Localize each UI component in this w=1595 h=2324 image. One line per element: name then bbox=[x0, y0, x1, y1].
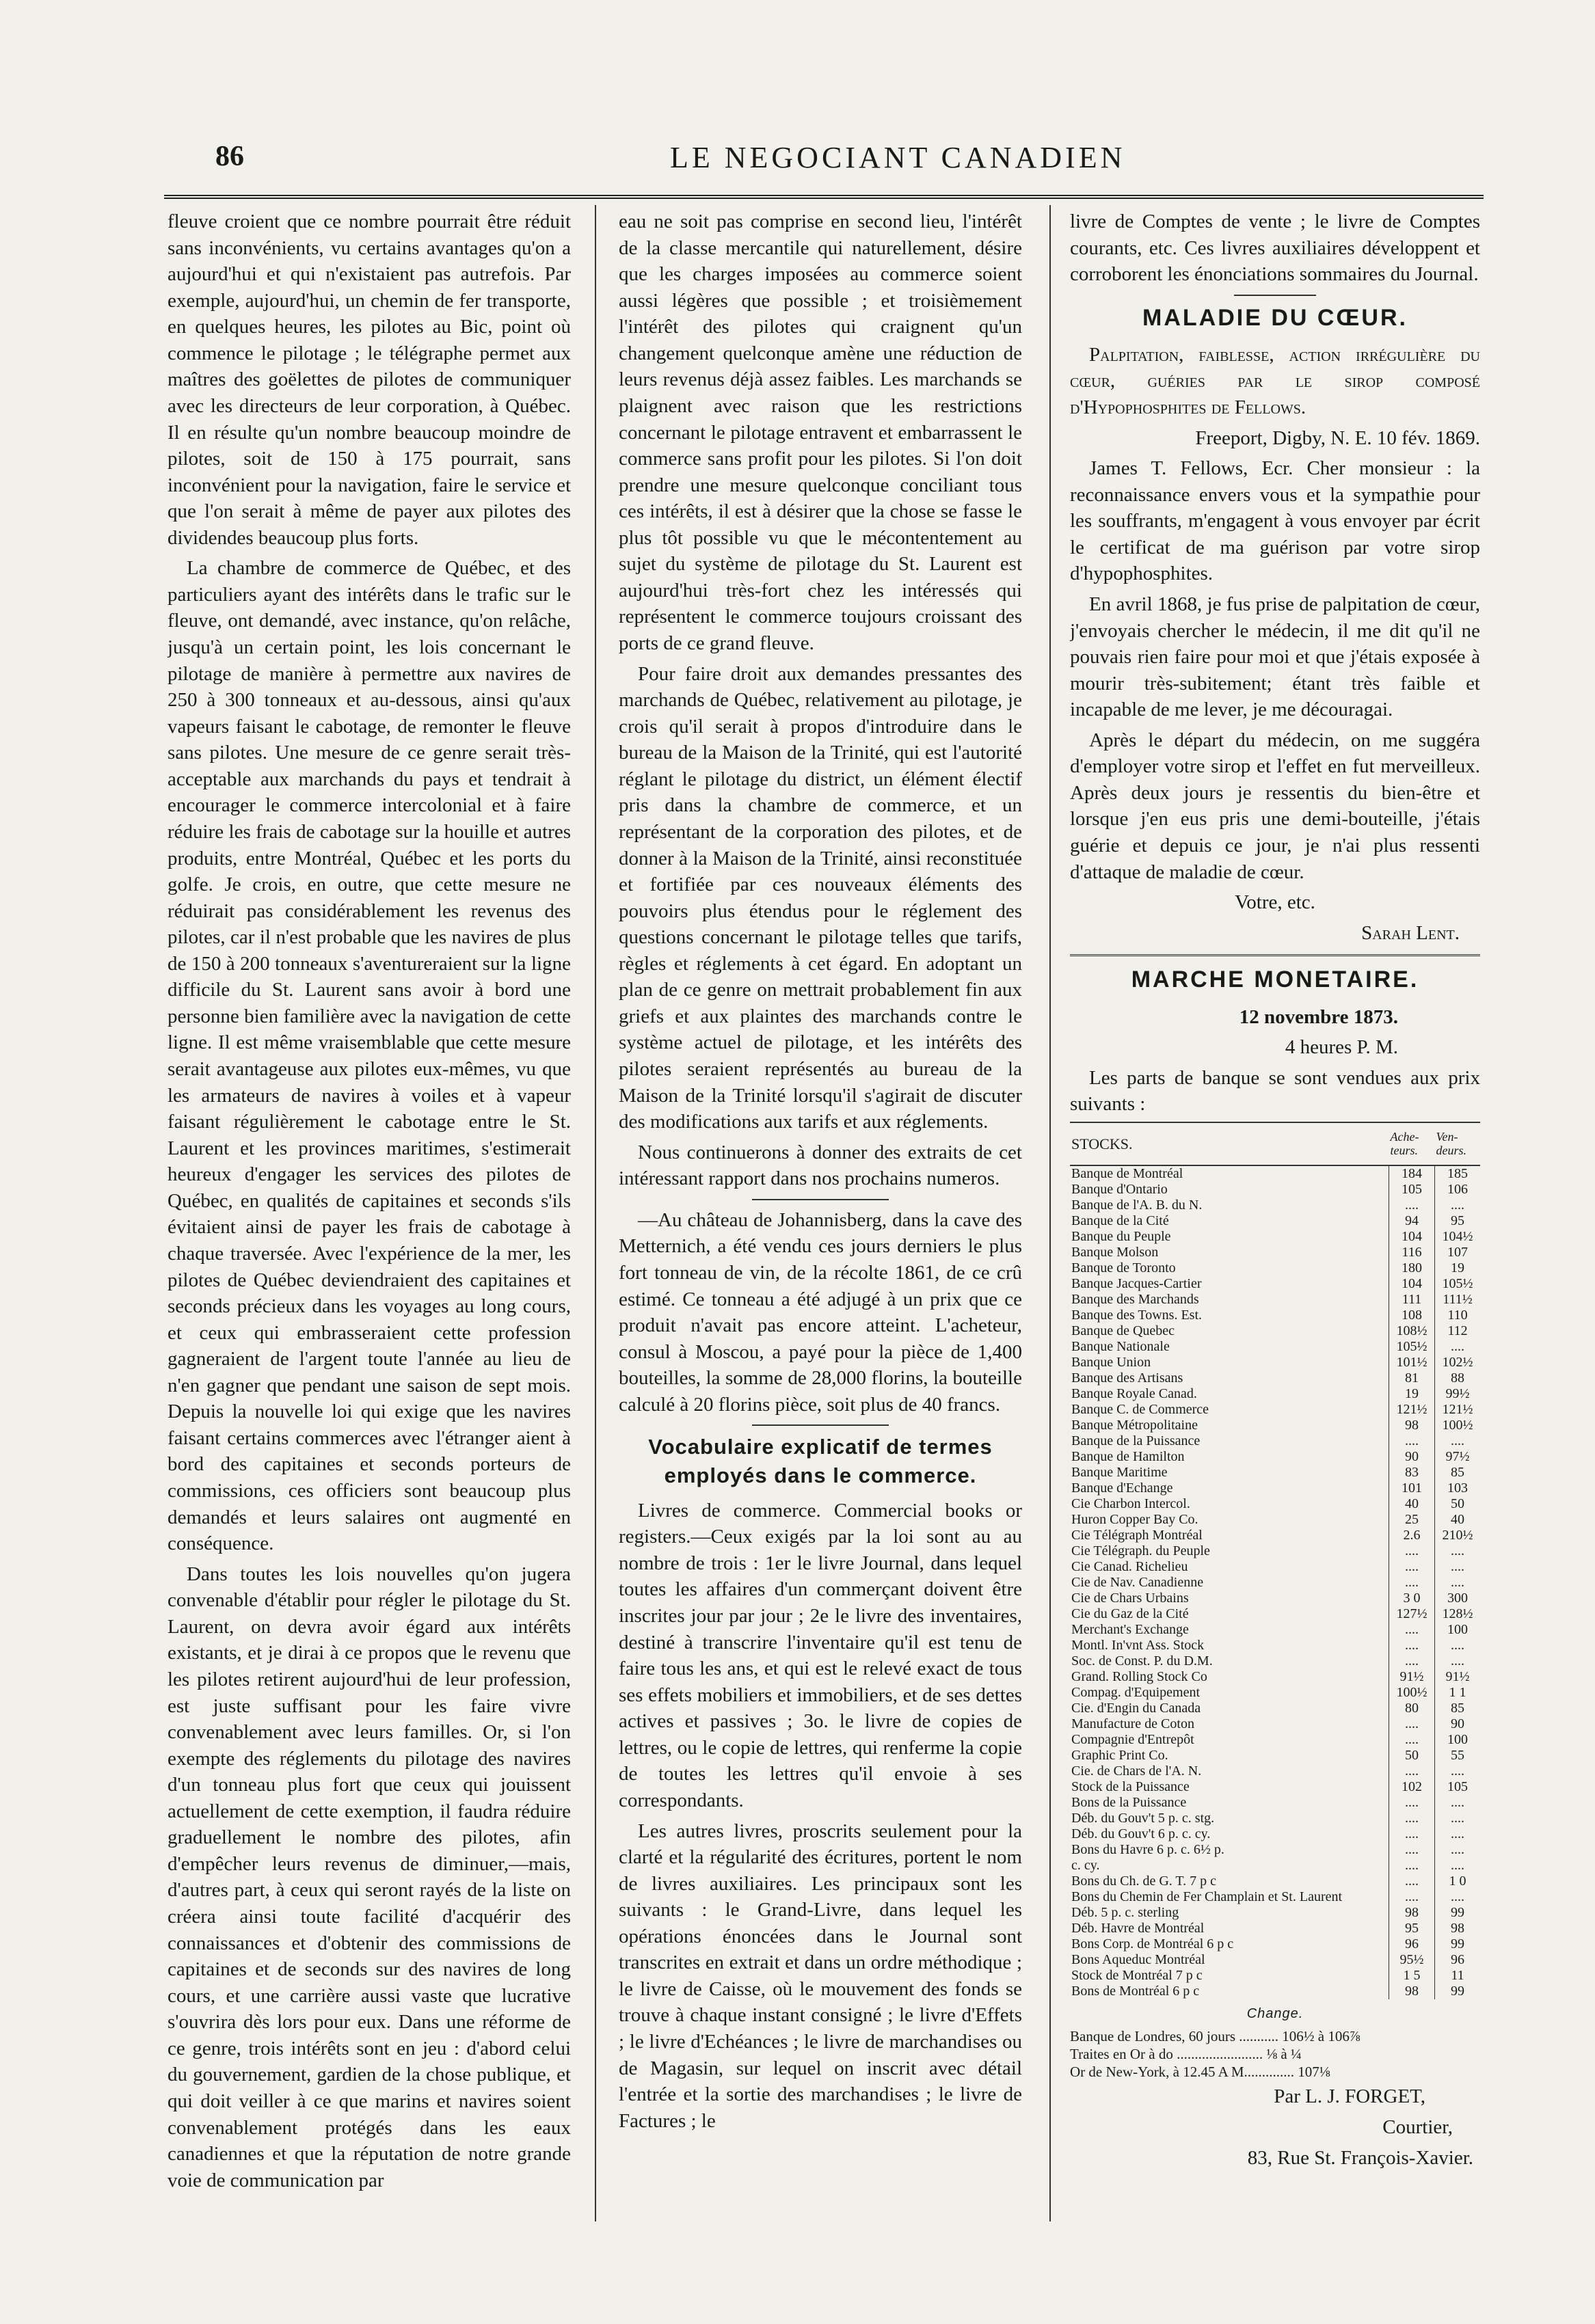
stock-sell: 55 bbox=[1435, 1748, 1481, 1764]
stocks-header-row bbox=[1070, 1122, 1480, 1165]
stock-row bbox=[1070, 1465, 1480, 1481]
stock-buy: .... bbox=[1389, 1842, 1435, 1858]
stock-row bbox=[1070, 1921, 1480, 1936]
stock-buy: .... bbox=[1389, 1826, 1435, 1842]
article-paragraph: Dans toutes les lois nouvelles qu'on jugera convenable d'établir pour régler le pilotage du St. Laurent, on devra avoir égard aux intérêts existants, et je dirai à ce propos que le revenu que les pilotes retirent aujourd'hui de leur profession, est juste suffisant pour les faire vivre convenablement avec leurs familles. Or, si l'on exempte des réglements du pilotage des navires d'un tonneau plus fort que ceux qui jouissent actuellement de cette exemption, il faudra réduire graduellement le nombre des pilotes, afin d'empêcher leurs revenus de diminuer,—mais, d'autres part, à ceux qui seront rayés de la liste on créera ainsi toute facilité d'acquérir des connaissances et d'obtenir des commissions de capitaines et de seconds sur des navires de long cours, et une carrière aussi vaste que lucrative s'ouvrira dès lors pour eux. Dans une réforme de ce genre, trois intérêts sont en jeu : d'abord celui du gouvernement, gardien de la chose publique, et qui doit veiller à ce que marins et navires soient convenablement protégés dans les eaux canadiennes et que la réputation de notre grande voie de communication par bbox=[167, 1563, 571, 2191]
stock-sell: 100½ bbox=[1435, 1418, 1481, 1433]
stock-name: Banque de Quebec bbox=[1071, 1323, 1175, 1339]
stock-name: Banque Royale Canad. bbox=[1071, 1386, 1197, 1402]
stocks-table bbox=[1070, 1122, 1480, 1999]
stock-sell: .... bbox=[1435, 1795, 1481, 1811]
broker-address: 83, Rue St. François-Xavier. bbox=[1247, 2146, 1473, 2169]
stock-sell: 96 bbox=[1435, 1952, 1481, 1968]
stock-sell: 100 bbox=[1435, 1732, 1481, 1748]
stock-sell: 185 bbox=[1435, 1165, 1481, 1182]
stock-row bbox=[1070, 1276, 1480, 1292]
stock-name: Montl. In'vnt Ass. Stock bbox=[1071, 1638, 1205, 1653]
stock-sell: 112 bbox=[1435, 1323, 1481, 1339]
stock-row bbox=[1070, 1984, 1480, 1999]
stock-sell: 88 bbox=[1435, 1370, 1481, 1386]
stock-sell: 105 bbox=[1435, 1779, 1481, 1795]
stock-name: Cie Télégraph. du Peuple bbox=[1071, 1543, 1210, 1559]
stock-buy: 1 5 bbox=[1389, 1968, 1435, 1984]
exchange-line: Or de New-York, à 12.45 A M.............. 107⅛ bbox=[1070, 2064, 1330, 2081]
stock-row bbox=[1070, 1968, 1480, 1984]
stock-buy: .... bbox=[1389, 1889, 1435, 1905]
stock-row bbox=[1070, 1323, 1480, 1339]
stock-buy: 108 bbox=[1389, 1308, 1435, 1323]
stock-name: Banque Molson bbox=[1071, 1245, 1159, 1260]
stock-name: Compag. d'Equipement bbox=[1071, 1685, 1201, 1701]
stock-sell: 97½ bbox=[1435, 1449, 1481, 1465]
stock-name: Compagnie d'Entrepôt bbox=[1071, 1732, 1194, 1748]
stock-buy: .... bbox=[1389, 1575, 1435, 1591]
article-paragraph: fleuve croient que ce nombre pourrait être réduit sans inconvénients, vu certains avantages qu'on a aujourd'hui et qui n'existaient pas autrefois. Par exemple, aujourd'hui, un chemin de fer transporte, en quelques heures, les pilotes au Bic, point où commence le pilotage ; le télégraphe permet aux maîtres des goëlettes de pilotes de communiquer avec les directeurs de leur corporation, à Québec. Il en résulte qu'un nombre beaucoup moindre de pilotes, soit de 150 à 175 pourrait, sans inconvénient pour la navigation, faire le service et que l'on serait à même de payer aux pilotes des dividendes beaucoup plus forts. bbox=[167, 211, 571, 549]
stock-name: Banque de Toronto bbox=[1071, 1260, 1176, 1276]
stock-name: Banque Nationale bbox=[1071, 1339, 1170, 1355]
stock-buy: .... bbox=[1389, 1811, 1435, 1826]
stock-buy: 105½ bbox=[1389, 1339, 1435, 1355]
stock-sell: .... bbox=[1435, 1889, 1481, 1905]
column-2 bbox=[619, 208, 1022, 2218]
stock-buy: .... bbox=[1389, 1795, 1435, 1811]
stock-sell: 91½ bbox=[1435, 1669, 1481, 1685]
stock-buy: 184 bbox=[1389, 1165, 1435, 1182]
stock-sell: 300 bbox=[1435, 1591, 1481, 1606]
page-number: 86 bbox=[215, 141, 244, 172]
stock-row bbox=[1070, 1685, 1480, 1701]
stock-buy: 90 bbox=[1389, 1449, 1435, 1465]
stock-row bbox=[1070, 1575, 1480, 1591]
stock-sell: 128½ bbox=[1435, 1606, 1481, 1622]
stocks-body bbox=[1070, 1165, 1480, 1999]
stock-buy: 95½ bbox=[1389, 1952, 1435, 1968]
stock-sell: 110 bbox=[1435, 1308, 1481, 1323]
section-separator bbox=[1070, 295, 1480, 296]
stock-name: Banque Métropolitaine bbox=[1071, 1418, 1198, 1433]
stock-name: Banque Jacques-Cartier bbox=[1071, 1276, 1202, 1292]
stock-row bbox=[1070, 1386, 1480, 1402]
stock-sell: 40 bbox=[1435, 1512, 1481, 1528]
stock-row bbox=[1070, 1591, 1480, 1606]
stock-buy: 80 bbox=[1389, 1701, 1435, 1716]
stock-buy: 95 bbox=[1389, 1921, 1435, 1936]
stock-buy: .... bbox=[1389, 1653, 1435, 1669]
stock-sell: 19 bbox=[1435, 1260, 1481, 1276]
stock-buy: 102 bbox=[1389, 1779, 1435, 1795]
stock-row bbox=[1070, 1292, 1480, 1308]
stock-name: Soc. de Const. P. du D.M. bbox=[1071, 1653, 1213, 1669]
column-1 bbox=[167, 208, 571, 2218]
stock-sell: 1 0 bbox=[1435, 1874, 1481, 1889]
stock-row bbox=[1070, 1418, 1480, 1433]
exchange-line: Traites en Or à do ........................ ⅛ à ¼ bbox=[1070, 2045, 1302, 2062]
stock-buy: 108½ bbox=[1389, 1323, 1435, 1339]
stock-buy: 83 bbox=[1389, 1465, 1435, 1481]
stock-buy: 2.6 bbox=[1389, 1528, 1435, 1543]
stock-row bbox=[1070, 1748, 1480, 1764]
stock-row bbox=[1070, 1764, 1480, 1779]
article-paragraph: livre de Comptes de vente ; le livre de Comptes courants, etc. Ces livres auxiliaires développent et corroborent les énonciations sommaires du Journal. bbox=[1070, 211, 1480, 286]
column-3 bbox=[1070, 208, 1480, 2218]
stock-name: Stock de Montréal 7 p c bbox=[1071, 1968, 1203, 1984]
stock-sell: 99 bbox=[1435, 1905, 1481, 1921]
section-separator bbox=[619, 1199, 1022, 1200]
stock-name: Banque C. de Commerce bbox=[1071, 1402, 1209, 1418]
exchange-heading: Change. bbox=[1246, 2006, 1304, 2022]
stock-buy: 40 bbox=[1389, 1496, 1435, 1512]
section-rule bbox=[1070, 954, 1480, 956]
stock-sell: .... bbox=[1435, 1559, 1481, 1575]
stock-sell: 99½ bbox=[1435, 1386, 1481, 1402]
stock-sell: 102½ bbox=[1435, 1355, 1481, 1370]
stock-name: Bons du Ch. de G. T. 7 p c bbox=[1071, 1874, 1217, 1889]
stock-buy: 98 bbox=[1389, 1905, 1435, 1921]
stock-row bbox=[1070, 1653, 1480, 1669]
stock-buy: 101 bbox=[1389, 1481, 1435, 1496]
stock-sell: 99 bbox=[1435, 1984, 1481, 1999]
stock-buy: .... bbox=[1389, 1543, 1435, 1559]
stock-sell: .... bbox=[1435, 1198, 1481, 1213]
advert-paragraph: En avril 1868, je fus prise de palpitation de cœur, j'envoyais chercher le médecin, il me dit qu'il ne pouvais rien faire pour moi et que j'étais exposée à mourir très-subitement; étant très faible et incapable de me lever, je me découragai. bbox=[1070, 593, 1480, 721]
advert-place-date: Freeport, Digby, N. E. 10 fév. 1869. bbox=[1195, 427, 1480, 449]
stock-buy: 105 bbox=[1389, 1182, 1435, 1198]
stock-name: c. cy. bbox=[1071, 1858, 1100, 1874]
stock-name: Grand. Rolling Stock Co bbox=[1071, 1669, 1207, 1685]
stocks-col-name: STOCKS. bbox=[1070, 1122, 1389, 1165]
stock-row bbox=[1070, 1449, 1480, 1465]
stock-sell: 50 bbox=[1435, 1496, 1481, 1512]
stock-sell: 98 bbox=[1435, 1921, 1481, 1936]
vocabulary-paragraph: Livres de commerce. Commercial books or registers.—Ceux exigés par la loi sont au au nombre de trois : 1er le livre Journal, dans lequel toutes les affaires d'un commerçant doivent être inscrites jour par jour ; 2e le livre des inventaires, destiné à transcrire l'inventaire qu'il est tenu de faire tous les ans, et qui est le relevé exact de tous ses effets mobiliers et immobiliers, et de ses dettes actives et passives ; 3o. le livre de copies de lettres, ou le copie de lettres, qui renferme la copie de toutes les lettres qu'il envoie à ses correspondants. bbox=[619, 1499, 1022, 1811]
stock-name: Cie Canad. Richelieu bbox=[1071, 1559, 1188, 1575]
stock-buy: 116 bbox=[1389, 1245, 1435, 1260]
broker-role: Courtier, bbox=[1382, 2116, 1453, 2139]
stock-buy: 127½ bbox=[1389, 1606, 1435, 1622]
stock-name: Banque d'Ontario bbox=[1071, 1182, 1168, 1198]
stock-name: Bons Corp. de Montréal 6 p c bbox=[1071, 1936, 1234, 1952]
stock-row bbox=[1070, 1198, 1480, 1213]
stock-sell: 100 bbox=[1435, 1622, 1481, 1638]
stock-row bbox=[1070, 1826, 1480, 1842]
article-paragraph: Pour faire droit aux demandes pressantes des marchands de Québec, relativement au pilotage, je crois qu'il serait à propos d'introduire dans le bureau de la Maison de la Trinité, qui est l'autorité réglant le pilotage du district, un élément électif pris dans la chambre de commerce, et un représentant de la corporation des pilotes, et de donner à la Maison de la Trinité, ainsi reconstituée et fortifiée par ces nouveaux éléments des pouvoirs plus étendus pour le réglement des questions concernant le pilotage telles que tarifs, règles et réglements à cet égard. En adoptant un plan de ce genre on mettrait probablement fin aux griefs et aux plaintes des marchands contre le système actuel de pilotage, et les intérêts des pilotes seraient représentés au bureau de la Maison de la Trinité lorsqu'il s'agirait de discuter des modifications aux tarifs et aux réglements. bbox=[619, 662, 1022, 1133]
stock-sell: 111½ bbox=[1435, 1292, 1481, 1308]
stock-buy: .... bbox=[1389, 1732, 1435, 1748]
stock-row bbox=[1070, 1905, 1480, 1921]
stock-sell: .... bbox=[1435, 1858, 1481, 1874]
stock-name: Bons de la Puissance bbox=[1071, 1795, 1187, 1811]
news-paragraph: —Au château de Johannisberg, dans la cave des Metternich, a été vendu ces jours derniers le plus fort tonneau de vin, de la récolte 1861, de ce crû estimé. Ce tonneau a été adjugé à un prix que ce produit n'avait pas encore atteint. L'acheteur, consul à Moscou, a payé pour la pièce de 1,400 bouteilles, la somme de 28,000 florins, la bouteille calculé à 20 florins pièce, soit plus de 40 francs. bbox=[619, 1208, 1022, 1416]
stock-row bbox=[1070, 1229, 1480, 1245]
stock-row bbox=[1070, 1874, 1480, 1889]
heart-disease-heading: MALADIE DU CŒUR. bbox=[1142, 304, 1408, 331]
stock-row bbox=[1070, 1936, 1480, 1952]
stock-row bbox=[1070, 1543, 1480, 1559]
vocabulary-paragraph: Les autres livres, proscrits seulement pour la clarté et la régularité des écritures, portent le nom de livres auxiliaires. Les principaux sont les suivants : le Grand-Livre, dans lequel les opérations énoncées dans le Journal sont transcrites en extrait et dans un ordre méthodique ; le livre de Caisse, où le mouvement des fonds se trouve à chaque instant consigné ; le livre d'Effets ; le livre d'Echéances ; le livre de marchandises ou de Magasin, sur lequel on inscrit avec détail l'entrée et la sortie des marchandises ; le livre de Factures ; le bbox=[619, 1820, 1022, 2132]
stock-row bbox=[1070, 1355, 1480, 1370]
stock-buy: .... bbox=[1389, 1764, 1435, 1779]
exchange-list bbox=[1070, 2027, 1480, 2081]
stock-buy: 101½ bbox=[1389, 1355, 1435, 1370]
stock-name: Stock de la Puissance bbox=[1071, 1779, 1190, 1795]
stock-row bbox=[1070, 1732, 1480, 1748]
stock-buy: 180 bbox=[1389, 1260, 1435, 1276]
broker-signature: Par L. J. FORGET, bbox=[1274, 2085, 1425, 2108]
stock-row bbox=[1070, 1245, 1480, 1260]
stock-row bbox=[1070, 1811, 1480, 1826]
exchange-line: Banque de Londres, 60 jours ........... 106½ à 106⅞ bbox=[1070, 2027, 1361, 2044]
article-paragraph: La chambre de commerce de Québec, et des particuliers ayant des intérêts dans le trafic sur le fleuve, ont demandé, avec instance, qu'on relâche, jusqu'à un certain point, les lois concernant le pilotage de manière à permettre aux navires de 250 à 300 tonneaux et au-dessous, ainsi qu'aux vapeurs faisant le cabotage, de remonter le fleuve sans pilotes. Une mesure de ce genre serait très-acceptable aux marchands du pays et tendrait à encourager le commerce intercolonial et à faire réduire les frais de cabotage sur la houille et autres produits, entre Montréal, Québec et les ports du golfe. Je crois, en outre, que cette mesure ne réduirait pas considérablement les revenus des pilotes, car il n'est probable que les navires de plus de 150 à 200 tonneaux s'aventureraient sur la ligne difficile du St. Laurent sans avoir à bord une personne bien familière avec la navigation de cette ligne. Il est même vraisemblable que cette mesure serait avantageuse aux pilotes eux-mêmes, vu que les armateurs de navires à voiles et à vapeur faisant régulièrement le cabotage entre le St. Laurent et les provinces maritimes, s'estimerait heureux d'engager les services des pilotes de Québec, en qualités de capitaines et seconds s'ils évitaient ainsi de payer les frais de cabotage à chaque traversée. Avec l'expérience de la mer, les pilotes de Québec deviendraient des capitaines et seconds précieux dans les voyages au long cours, et ceux qui embrasseraient cette profession gagneraient de l'argent toute l'année au lieu de n'en gagner que pendant une saison de sept mois. Depuis la nouvelle loi qui exige que les navires faisant certains commerces avec l'étranger aient à bord des capitaines et seconds porteurs de commissions, ces officiers sont beaucoup plus demandés et leurs salaires ont augmenté en conséquence. bbox=[167, 557, 571, 1555]
stock-row bbox=[1070, 1559, 1480, 1575]
stock-buy: 91½ bbox=[1389, 1669, 1435, 1685]
vocabulary-heading: Vocabulaire explicatif de termes employés dans le commerce. bbox=[648, 1435, 993, 1487]
stock-row bbox=[1070, 1952, 1480, 1968]
stock-sell: .... bbox=[1435, 1826, 1481, 1842]
stock-row bbox=[1070, 1339, 1480, 1355]
stock-row bbox=[1070, 1528, 1480, 1543]
stock-buy: .... bbox=[1389, 1433, 1435, 1449]
stock-name: Banque des Towns. Est. bbox=[1071, 1308, 1202, 1323]
advert-closing: Votre, etc. bbox=[1235, 891, 1315, 914]
stock-row bbox=[1070, 1308, 1480, 1323]
stock-sell: 99 bbox=[1435, 1936, 1481, 1952]
stock-name: Banque Union bbox=[1071, 1355, 1151, 1370]
stock-sell: 121½ bbox=[1435, 1402, 1481, 1418]
stock-name: Déb. Havre de Montréal bbox=[1071, 1921, 1205, 1936]
stock-name: Bons du Havre 6 p. c. 6½ p. bbox=[1071, 1842, 1224, 1858]
market-intro: Les parts de banque se sont vendues aux prix suivants : bbox=[1070, 1066, 1480, 1116]
stock-buy: .... bbox=[1389, 1559, 1435, 1575]
stock-sell: 105½ bbox=[1435, 1276, 1481, 1292]
stock-name: Banque d'Echange bbox=[1071, 1481, 1173, 1496]
stock-row bbox=[1070, 1779, 1480, 1795]
stock-buy: 98 bbox=[1389, 1418, 1435, 1433]
stock-name: Banque du Peuple bbox=[1071, 1229, 1171, 1245]
stock-buy: .... bbox=[1389, 1638, 1435, 1653]
advert-signature: Sarah Lent. bbox=[1361, 921, 1460, 944]
stock-buy: 19 bbox=[1389, 1386, 1435, 1402]
stock-sell: 107 bbox=[1435, 1245, 1481, 1260]
market-heading: MARCHE MONETAIRE. bbox=[1131, 967, 1419, 993]
stock-row bbox=[1070, 1716, 1480, 1732]
article-paragraph: Nous continuerons à donner des extraits de cet intéressant rapport dans nos prochains numeros. bbox=[619, 1141, 1022, 1190]
stock-name: Cie du Gaz de la Cité bbox=[1071, 1606, 1189, 1622]
column-divider bbox=[595, 205, 596, 2221]
stock-name: Bons du Chemin de Fer Champlain et St. Laurent bbox=[1071, 1889, 1343, 1905]
stock-buy: 100½ bbox=[1389, 1685, 1435, 1701]
stock-name: Cie de Nav. Canadienne bbox=[1071, 1575, 1204, 1591]
stock-name: Déb. 5 p. c. sterling bbox=[1071, 1905, 1179, 1921]
stock-sell: .... bbox=[1435, 1339, 1481, 1355]
stock-buy: 50 bbox=[1389, 1748, 1435, 1764]
stock-buy: 104 bbox=[1389, 1276, 1435, 1292]
stock-row bbox=[1070, 1402, 1480, 1418]
stock-name: Banque de la Cité bbox=[1071, 1213, 1169, 1229]
stock-row bbox=[1070, 1606, 1480, 1622]
market-time: 4 heures P. M. bbox=[1285, 1036, 1398, 1059]
advert-paragraph: Après le départ du médecin, on me suggéra d'employer votre sirop et l'effet en fut merveilleux. Après deux jours je ressentis du bien-être et lorsque j'en eus pris une demi-bouteille, j'étais guérie et depuis ce jour, je n'ai plus ressenti d'attaque de maladie de cœur. bbox=[1070, 729, 1480, 883]
stock-row bbox=[1070, 1496, 1480, 1512]
stock-row bbox=[1070, 1795, 1480, 1811]
stock-name: Manufacture de Coton bbox=[1071, 1716, 1194, 1732]
stock-row bbox=[1070, 1433, 1480, 1449]
stock-sell: 1 1 bbox=[1435, 1685, 1481, 1701]
stock-name: Banque de la Puissance bbox=[1071, 1433, 1201, 1449]
stock-name: Merchant's Exchange bbox=[1071, 1622, 1189, 1638]
stock-sell: .... bbox=[1435, 1638, 1481, 1653]
stock-sell: 210½ bbox=[1435, 1528, 1481, 1543]
stock-row bbox=[1070, 1260, 1480, 1276]
stock-row bbox=[1070, 1370, 1480, 1386]
article-paragraph: eau ne soit pas comprise en second lieu, l'intérêt de la classe mercantile qui naturellement, désire que les charges imposées au commerce soient aussi légères que possible ; et troisièmement l'intérêt des pilotes qui craignent qu'un changement quelconque amène une réduction de leurs revenus déjà assez faibles. Les marchands se plaignent avec raison que les restrictions concernant le pilotage entravent et embarrassent le commerce sans profit pour les pilotes. Si l'on doit prendre une mesure quelconque conciliant tous ces intérêts, il est à désirer que la chose se fasse le plus tôt possible vu que le mécontentement au sujet du système de pilotage du St. Laurent est aujourd'hui très-fort chez les intéressés qui représentent le commerce toujours croissant des ports de ce grand fleuve. bbox=[619, 211, 1022, 654]
stock-sell: .... bbox=[1435, 1811, 1481, 1826]
stock-buy: .... bbox=[1389, 1622, 1435, 1638]
stock-sell: .... bbox=[1435, 1575, 1481, 1591]
stock-name: Banque de l'A. B. du N. bbox=[1071, 1198, 1203, 1213]
stock-row bbox=[1070, 1842, 1480, 1858]
stock-sell: 85 bbox=[1435, 1465, 1481, 1481]
stock-name: Bons Aqueduc Montréal bbox=[1071, 1952, 1205, 1968]
stock-sell: 104½ bbox=[1435, 1229, 1481, 1245]
stock-row bbox=[1070, 1858, 1480, 1874]
stock-name: Déb. du Gouv't 5 p. c. stg. bbox=[1071, 1811, 1215, 1826]
stock-sell: 90 bbox=[1435, 1716, 1481, 1732]
stock-buy: 81 bbox=[1389, 1370, 1435, 1386]
stock-row bbox=[1070, 1638, 1480, 1653]
stock-name: Banque de Montréal bbox=[1071, 1166, 1183, 1182]
stock-name: Banque de Hamilton bbox=[1071, 1449, 1185, 1465]
stock-row bbox=[1070, 1622, 1480, 1638]
stock-name: Cie. d'Engin du Canada bbox=[1071, 1701, 1201, 1716]
stock-sell: .... bbox=[1435, 1543, 1481, 1559]
stock-name: Banque des Marchands bbox=[1071, 1292, 1199, 1308]
stock-buy: 3 0 bbox=[1389, 1591, 1435, 1606]
stock-name: Déb. du Gouv't 6 p. c. cy. bbox=[1071, 1826, 1211, 1842]
stocks-col-sell: Ven-deurs. bbox=[1435, 1122, 1481, 1165]
stock-sell: 95 bbox=[1435, 1213, 1481, 1229]
stock-sell: 106 bbox=[1435, 1182, 1481, 1198]
stock-name: Banque des Artisans bbox=[1071, 1370, 1183, 1386]
column-divider bbox=[1049, 205, 1051, 2221]
masthead-title: LE NEGOCIANT CANADIEN bbox=[670, 141, 1126, 174]
stock-name: Banque Maritime bbox=[1071, 1465, 1168, 1481]
stock-name: Cie Télégraph Montréal bbox=[1071, 1528, 1203, 1543]
advert-paragraph: James T. Fellows, Ecr. Cher monsieur : la reconnaissance envers vous et la sympathie pour les souffrants, m'engagent à vous envoyer par écrit le certificat de ma guérison par votre sirop d'hypophosphites. bbox=[1070, 457, 1480, 585]
stock-row bbox=[1070, 1701, 1480, 1716]
market-date: 12 novembre 1873. bbox=[1239, 1005, 1398, 1028]
stock-row bbox=[1070, 1669, 1480, 1685]
stock-row bbox=[1070, 1213, 1480, 1229]
advert-lead: Palpitation, faiblesse, action irrégulière du cœur, guéries par le sirop composé d'Hypophosphites de Fellows. bbox=[1070, 343, 1480, 419]
stock-sell: 103 bbox=[1435, 1481, 1481, 1496]
stock-name: Graphic Print Co. bbox=[1071, 1748, 1168, 1764]
stock-buy: 98 bbox=[1389, 1984, 1435, 1999]
stock-buy: 96 bbox=[1389, 1936, 1435, 1952]
stock-sell: .... bbox=[1435, 1764, 1481, 1779]
stock-buy: .... bbox=[1389, 1716, 1435, 1732]
stock-row bbox=[1070, 1182, 1480, 1198]
stock-row bbox=[1070, 1165, 1480, 1182]
stock-sell: 85 bbox=[1435, 1701, 1481, 1716]
stock-buy: 94 bbox=[1389, 1213, 1435, 1229]
stock-sell: .... bbox=[1435, 1653, 1481, 1669]
stock-sell: .... bbox=[1435, 1433, 1481, 1449]
header-rule bbox=[164, 195, 1484, 199]
section-separator bbox=[619, 1424, 1022, 1426]
stock-buy: 104 bbox=[1389, 1229, 1435, 1245]
stock-buy: 25 bbox=[1389, 1512, 1435, 1528]
stock-row bbox=[1070, 1512, 1480, 1528]
stock-row bbox=[1070, 1889, 1480, 1905]
stock-name: Huron Copper Bay Co. bbox=[1071, 1512, 1198, 1528]
stock-row bbox=[1070, 1481, 1480, 1496]
stock-buy: 121½ bbox=[1389, 1402, 1435, 1418]
stock-buy: 111 bbox=[1389, 1292, 1435, 1308]
stock-name: Bons de Montréal 6 p c bbox=[1071, 1984, 1200, 1999]
stock-name: Cie de Chars Urbains bbox=[1071, 1591, 1189, 1606]
stock-name: Cie. de Chars de l'A. N. bbox=[1071, 1764, 1202, 1779]
stock-buy: .... bbox=[1389, 1858, 1435, 1874]
page-header bbox=[205, 140, 1504, 181]
stocks-col-buy: Ache-teurs. bbox=[1389, 1122, 1435, 1165]
stock-sell: 11 bbox=[1435, 1968, 1481, 1984]
stock-sell: .... bbox=[1435, 1842, 1481, 1858]
stock-buy: .... bbox=[1389, 1198, 1435, 1213]
stock-name: Cie Charbon Intercol. bbox=[1071, 1496, 1190, 1512]
stock-buy: .... bbox=[1389, 1874, 1435, 1889]
